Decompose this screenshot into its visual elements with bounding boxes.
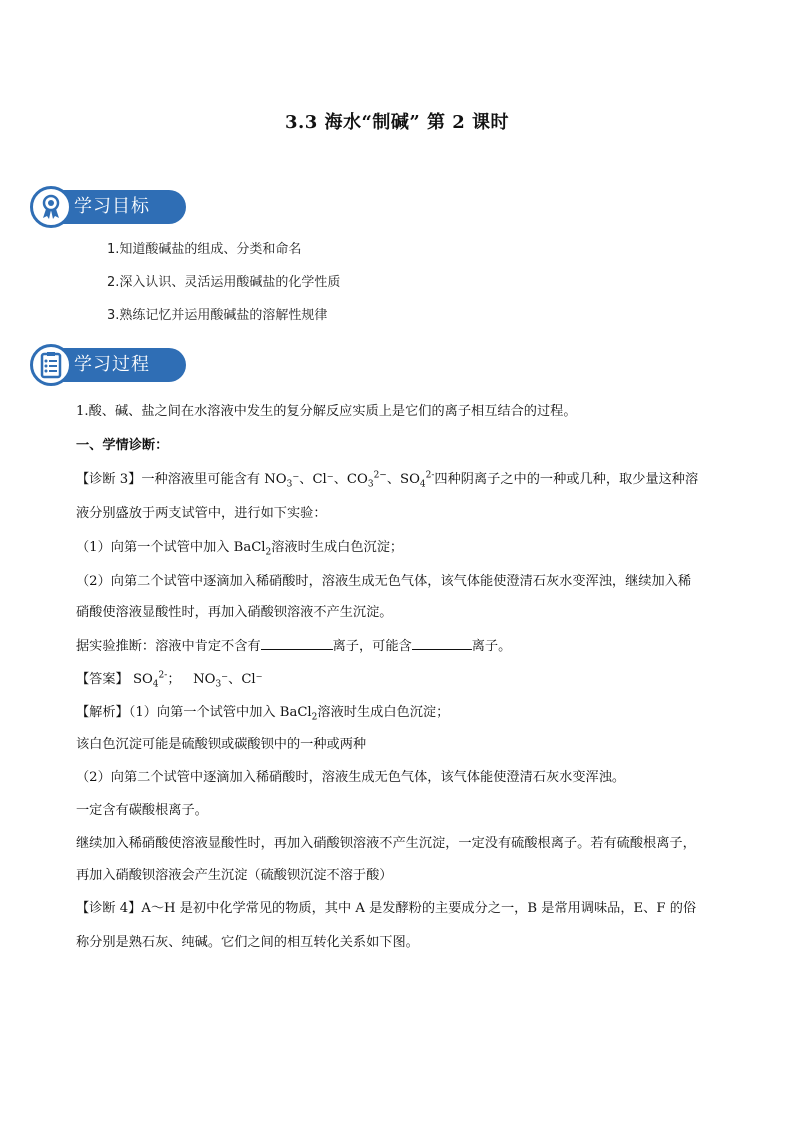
- subscript: 2: [265, 547, 272, 558]
- superscript: 2−: [373, 470, 387, 481]
- goals-section-banner: [30, 186, 186, 228]
- text-run: A～H 是初中化学常见的物质，其中 A 是发酵粉的主要成分之一，B 是常用调味品，E、F 的俗: [141, 901, 697, 916]
- subscript: 2: [311, 712, 318, 723]
- d3-step-2-line-2: 硝酸使溶液显酸性时，再加入硝酸钡溶液不产生沉淀。: [76, 605, 393, 620]
- d3-question: [76, 635, 511, 654]
- goals-label: 学习目标: [74, 196, 150, 217]
- analysis-tag: 【解析】: [76, 705, 129, 720]
- d3-tag: 【诊断 3】: [76, 472, 142, 487]
- d3-analysis-5: 继续加入稀硝酸使溶液显酸性时，再加入硝酸钡溶液不产生沉淀，一定没有硫酸根离子。若有硫酸根离子，: [76, 836, 696, 851]
- text-run: SO: [128, 672, 153, 687]
- superscript: 2-: [158, 670, 168, 681]
- text-run: 离子，可能含: [332, 639, 412, 654]
- d3-analysis-3: （2）向第二个试管中逐滴加入稀硝酸时，溶液生成无色气体，该气体能使澄清石灰水变浑浊。: [76, 770, 626, 785]
- text-run: ⁻、Cl⁻: [221, 672, 263, 687]
- text-run: （1）向第一个试管中加入 BaCl: [128, 705, 312, 720]
- answer-blank-2[interactable]: [412, 637, 472, 650]
- subscript: 4: [152, 679, 159, 690]
- d3-analysis-1: [76, 701, 449, 723]
- award-ribbon-icon: [30, 186, 72, 228]
- d3-line-1: [76, 468, 698, 490]
- d4-tag: 【诊断 4】: [76, 901, 142, 916]
- text-run: 一种溶液里可能含有 NO: [141, 472, 287, 487]
- text-run: 溶液时生成白色沉淀；: [271, 540, 404, 555]
- d3-line-2: 液分别盛放于两支试管中，进行如下实验：: [76, 506, 327, 521]
- answer-blank-1[interactable]: [261, 637, 333, 650]
- text-run: 离子。: [471, 639, 512, 654]
- goal-item-3: 3.熟练记忆并运用酸碱盐的溶解性规律: [107, 308, 328, 323]
- answer-tag: 【答案】: [76, 672, 129, 687]
- goal-item-2: 2.深入认识、灵活运用酸碱盐的化学性质: [107, 275, 341, 290]
- d3-answer: [76, 668, 263, 690]
- d3-step-1: [76, 536, 403, 558]
- subscript: 3: [367, 479, 374, 490]
- process-label: 学习过程: [74, 354, 150, 375]
- d3-analysis-4: 一定含有碳酸根离子。: [76, 803, 208, 818]
- intro-paragraph: 1.酸、碱、盐之间在水溶液中发生的复分解反应实质上是它们的离子相互结合的过程。: [76, 404, 577, 419]
- text-run: ； NO: [167, 672, 216, 687]
- clipboard-list-icon: [30, 344, 72, 386]
- superscript: 2-: [425, 470, 435, 481]
- d4-line-2: 称分别是熟石灰、纯碱。它们之间的相互转化关系如下图。: [76, 935, 419, 950]
- subscript: 3: [286, 479, 293, 490]
- subscript: 3: [215, 679, 222, 690]
- text-run: （1）向第一个试管中加入 BaCl: [76, 540, 266, 555]
- d4-line-1: [76, 897, 696, 916]
- d3-analysis-6: 再加入硝酸钡溶液会产生沉淀（硫酸钡沉淀不溶于酸）: [76, 868, 393, 883]
- goal-item-1: 1.知道酸碱盐的组成、分类和命名: [107, 242, 302, 257]
- text-run: 溶液时生成白色沉淀；: [317, 705, 450, 720]
- text-run: 据实验推断：溶液中肯定不含有: [76, 639, 261, 654]
- text-run: 、SO: [386, 472, 420, 487]
- process-section-banner: [30, 344, 186, 386]
- subhead-diagnosis: 一、学情诊断：: [76, 438, 169, 453]
- text-run: 四种阴离子之中的一种或几种，取少量这种溶: [434, 472, 699, 487]
- d3-step-2-line-1: （2）向第二个试管中逐滴加入稀硝酸时，溶液生成无色气体，该气体能使澄清石灰水变浑浊，继续加入稀: [76, 574, 692, 589]
- page-title: 3.3 海水“制碱” 第 2 课时: [284, 112, 510, 133]
- d3-analysis-2: 该白色沉淀可能是硫酸钡或碳酸钡中的一种或两种: [76, 737, 367, 752]
- subscript: 4: [419, 479, 426, 490]
- text-run: ⁻、Cl⁻、CO: [292, 472, 368, 487]
